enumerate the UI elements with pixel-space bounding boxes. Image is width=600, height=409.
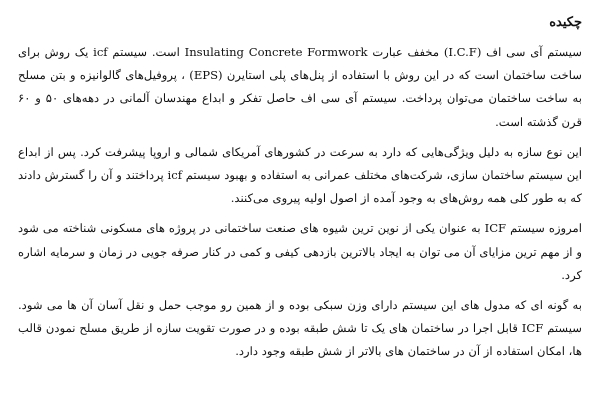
paragraph-1: سیستم آی سی اف (I.C.F) مخفف عبارت Insulating Concrete Formwork است. سیستم icf یک روش برای ساخت ساختمان است که در این روش با استفاده از پنل‌های پلی استایرن (EPS) ، پروفیل‌های گالوانیزه و بتن مسلح به ساخت ساختمان می‌توان پرداخت. سیستم آی سی اف حاصل تفکر و ابداع مهندسان آلمانی در دهه‌های ۵۰ و ۶۰ قرن گذشته است.: [18, 45, 583, 129]
paragraph-3: امروزه سیستم ICF به عنوان یکی از نوین ترین شیوه های صنعت ساختمانی در پروژه های مسکونی شناخته می شود و از مهم ترین مزایای آن می توان به ایجاد بالاترین بازدهی کیفی و کمی در کنار صرفه جویی در زمان و سرمایه اشاره کرد.: [18, 221, 582, 282]
abstract-heading: چکیده: [549, 15, 582, 30]
paragraph-4: به گونه ای که مدول های این سیستم دارای وزن سبکی بوده و از همین رو موجب حمل و نقل آسان آن ها می شود. سیستم ICF قابل اجرا در ساختمان های یک تا شش طبقه بوده و در صورت تقویت سازه از طریق مسلح نمودن قالب ها، امکان استفاده از آن در ساختمان های بالاتر از شش طبقه وجود دارد.: [18, 298, 582, 359]
paragraph-2: این نوع سازه به دلیل ویژگی‌هایی که دارد به سرعت در کشورهای آمریکای شمالی و اروپا پیشرفت کرد. پس از ابداع این سیستم ساختمان سازی، شرکت‌های مختلف عمرانی به استفاده و بهبود سیستم icf پرداختند و آن را گسترش دادند که به طور کلی همه روش‌های به وجود آمده از اصول اولیه پیروی می‌کنند.: [18, 144, 582, 206]
